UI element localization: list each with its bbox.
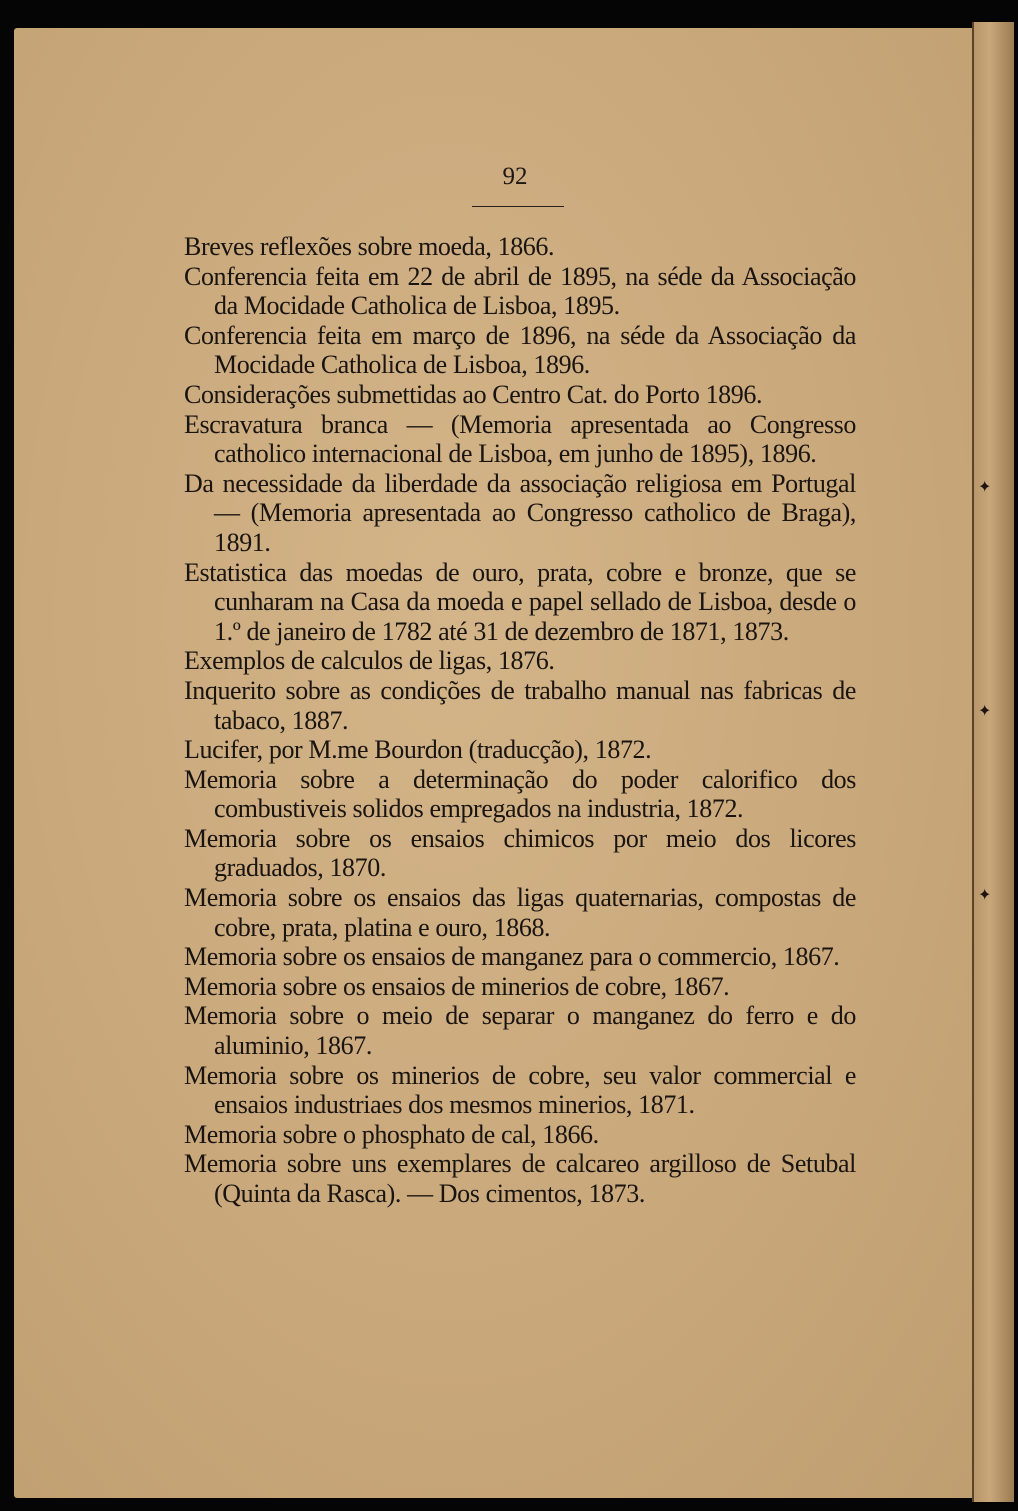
list-item: Memoria sobre os ensaios chimicos por meio dos licores graduados, 1870. bbox=[184, 823, 856, 883]
list-item: Inquerito sobre as condições de trabalho manual nas fabricas de tabaco, 1887. bbox=[184, 675, 856, 735]
list-item: Memoria sobre os minerios de cobre, seu valor commercial e ensaios industriaes dos mesmos minerios, 1871. bbox=[184, 1060, 856, 1120]
list-item: Memoria sobre os ensaios de minerios de cobre, 1867. bbox=[184, 971, 730, 1001]
list-item: Conferencia feita em 22 de abril de 1895, na séde da Associação da Mocidade Catholica de Lisboa, 1895. bbox=[184, 261, 856, 321]
binding-mark: ✦ bbox=[978, 887, 992, 904]
list-item: Conferencia feita em março de 1896, na séde da Associação da Mocidade Catholica de Lisboa, 1896. bbox=[184, 320, 856, 380]
list-item: Memoria sobre o meio de separar o manganez do ferro e do aluminio, 1867. bbox=[184, 1001, 856, 1061]
list-item: Memoria sobre uns exemplares de calcareo argilloso de Setubal (Quinta da Rasca). — Dos cimentos, 1873. bbox=[184, 1149, 856, 1208]
list-item: Escravatura branca — (Memoria apresentada ao Congresso catholico internacional de Lisboa, em junho de 1895), 1896. bbox=[184, 409, 856, 469]
page-number: 92 bbox=[502, 163, 528, 190]
header-rule bbox=[472, 206, 564, 207]
list-item: Memoria sobre os ensaios das ligas quaternarias, compostas de cobre, prata, platina e ouro, 1868. bbox=[184, 883, 856, 942]
bibliography-list bbox=[184, 232, 856, 1209]
list-item: Memoria sobre a determinação do poder calorifico dos combustiveis solidos empregados na industria, 1872. bbox=[184, 764, 856, 824]
list-item: Estatistica das moedas de ouro, prata, cobre e bronze, que se cunharam na Casa da moeda e papel sellado de Lisboa, desde o 1.º de janeiro de 1782 até 31 de dezembro de 1871, 1873. bbox=[184, 557, 856, 646]
list-item: Memoria sobre os ensaios de manganez para o commercio, 1867. bbox=[184, 942, 840, 972]
page-edge bbox=[972, 22, 1014, 1502]
binding-mark: ✦ bbox=[978, 703, 992, 720]
binding-mark: ✦ bbox=[978, 479, 992, 496]
list-item: Memoria sobre o phosphato de cal, 1866. bbox=[184, 1119, 599, 1149]
list-item: Breves reflexões sobre moeda, 1866. bbox=[184, 232, 555, 261]
list-item: Exemplos de calculos de ligas, 1876. bbox=[184, 646, 555, 676]
list-item: Lucifer, por M.me Bourdon (traducção), 1872. bbox=[184, 735, 652, 765]
list-item: Considerações submettidas ao Centro Cat. do Porto 1896. bbox=[184, 379, 763, 409]
list-item: Da necessidade da liberdade da associação religiosa em Portugal — (Memoria apresentada ao Congresso catholico de Braga), 1891. bbox=[184, 468, 856, 557]
